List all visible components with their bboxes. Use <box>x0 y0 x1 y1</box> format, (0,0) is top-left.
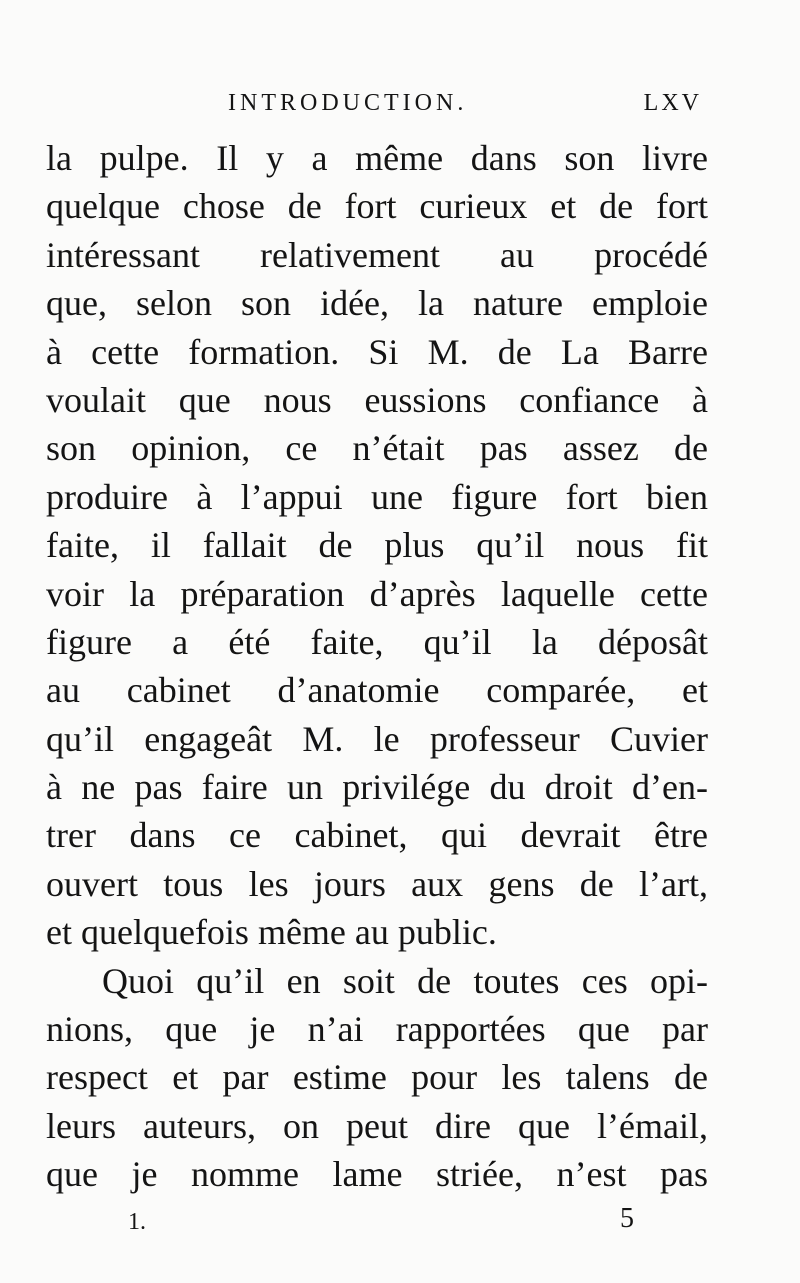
text-line: voir la préparation d’après laquelle cette <box>46 573 708 614</box>
text-line: qu’il engageât M. le professeur Cuvier <box>46 718 708 759</box>
gathering-number: 5 <box>620 1203 634 1234</box>
page-footer <box>0 1203 800 1243</box>
text-line: à cette formation. Si M. de La Barre <box>46 331 708 372</box>
text-line: la pulpe. Il y a même dans son livre <box>46 138 708 178</box>
text-line: et quelquefois même au public. <box>46 912 497 953</box>
text-line: nions, que je n’ai rapportées que par <box>46 1009 708 1050</box>
page-number-roman: LXV <box>643 90 702 116</box>
text-line: intéressant relativement au procédé <box>46 234 708 275</box>
text-line: à ne pas faire un privilége du droit d’en- <box>46 767 708 808</box>
text-line: voulait que nous eussions confiance à <box>46 379 708 420</box>
paragraph-1 <box>46 134 708 957</box>
text-line: faite, il fallait de plus qu’il nous fit <box>46 525 708 566</box>
text-line: quelque chose de fort curieux et de fort <box>46 186 708 227</box>
body-text <box>46 134 708 1199</box>
signature-mark: 1. <box>128 1209 146 1235</box>
text-line: Quoi qu’il en soit de toutes ces opi- <box>102 960 708 1001</box>
text-line: que je nomme lame striée, n’est pas <box>46 1154 708 1195</box>
text-line: que, selon son idée, la nature emploie <box>46 283 708 324</box>
text-line: ouvert tous les jours aux gens de l’art, <box>46 863 708 904</box>
text-line: son opinion, ce n’était pas assez de <box>46 428 708 469</box>
text-line: leurs auteurs, on peut dire que l’émail, <box>46 1105 708 1146</box>
text-line: produire à l’appui une figure fort bien <box>46 476 708 517</box>
paragraph-2 <box>46 957 708 1199</box>
running-head-title: INTRODUCTION. <box>228 90 468 116</box>
running-head <box>228 90 702 126</box>
text-line: trer dans ce cabinet, qui devrait être <box>46 815 708 856</box>
text-line: au cabinet d’anatomie comparée, et <box>46 670 708 711</box>
text-line: respect et par estime pour les talens de <box>46 1057 708 1098</box>
text-line: figure a été faite, qu’il la déposât <box>46 621 708 662</box>
